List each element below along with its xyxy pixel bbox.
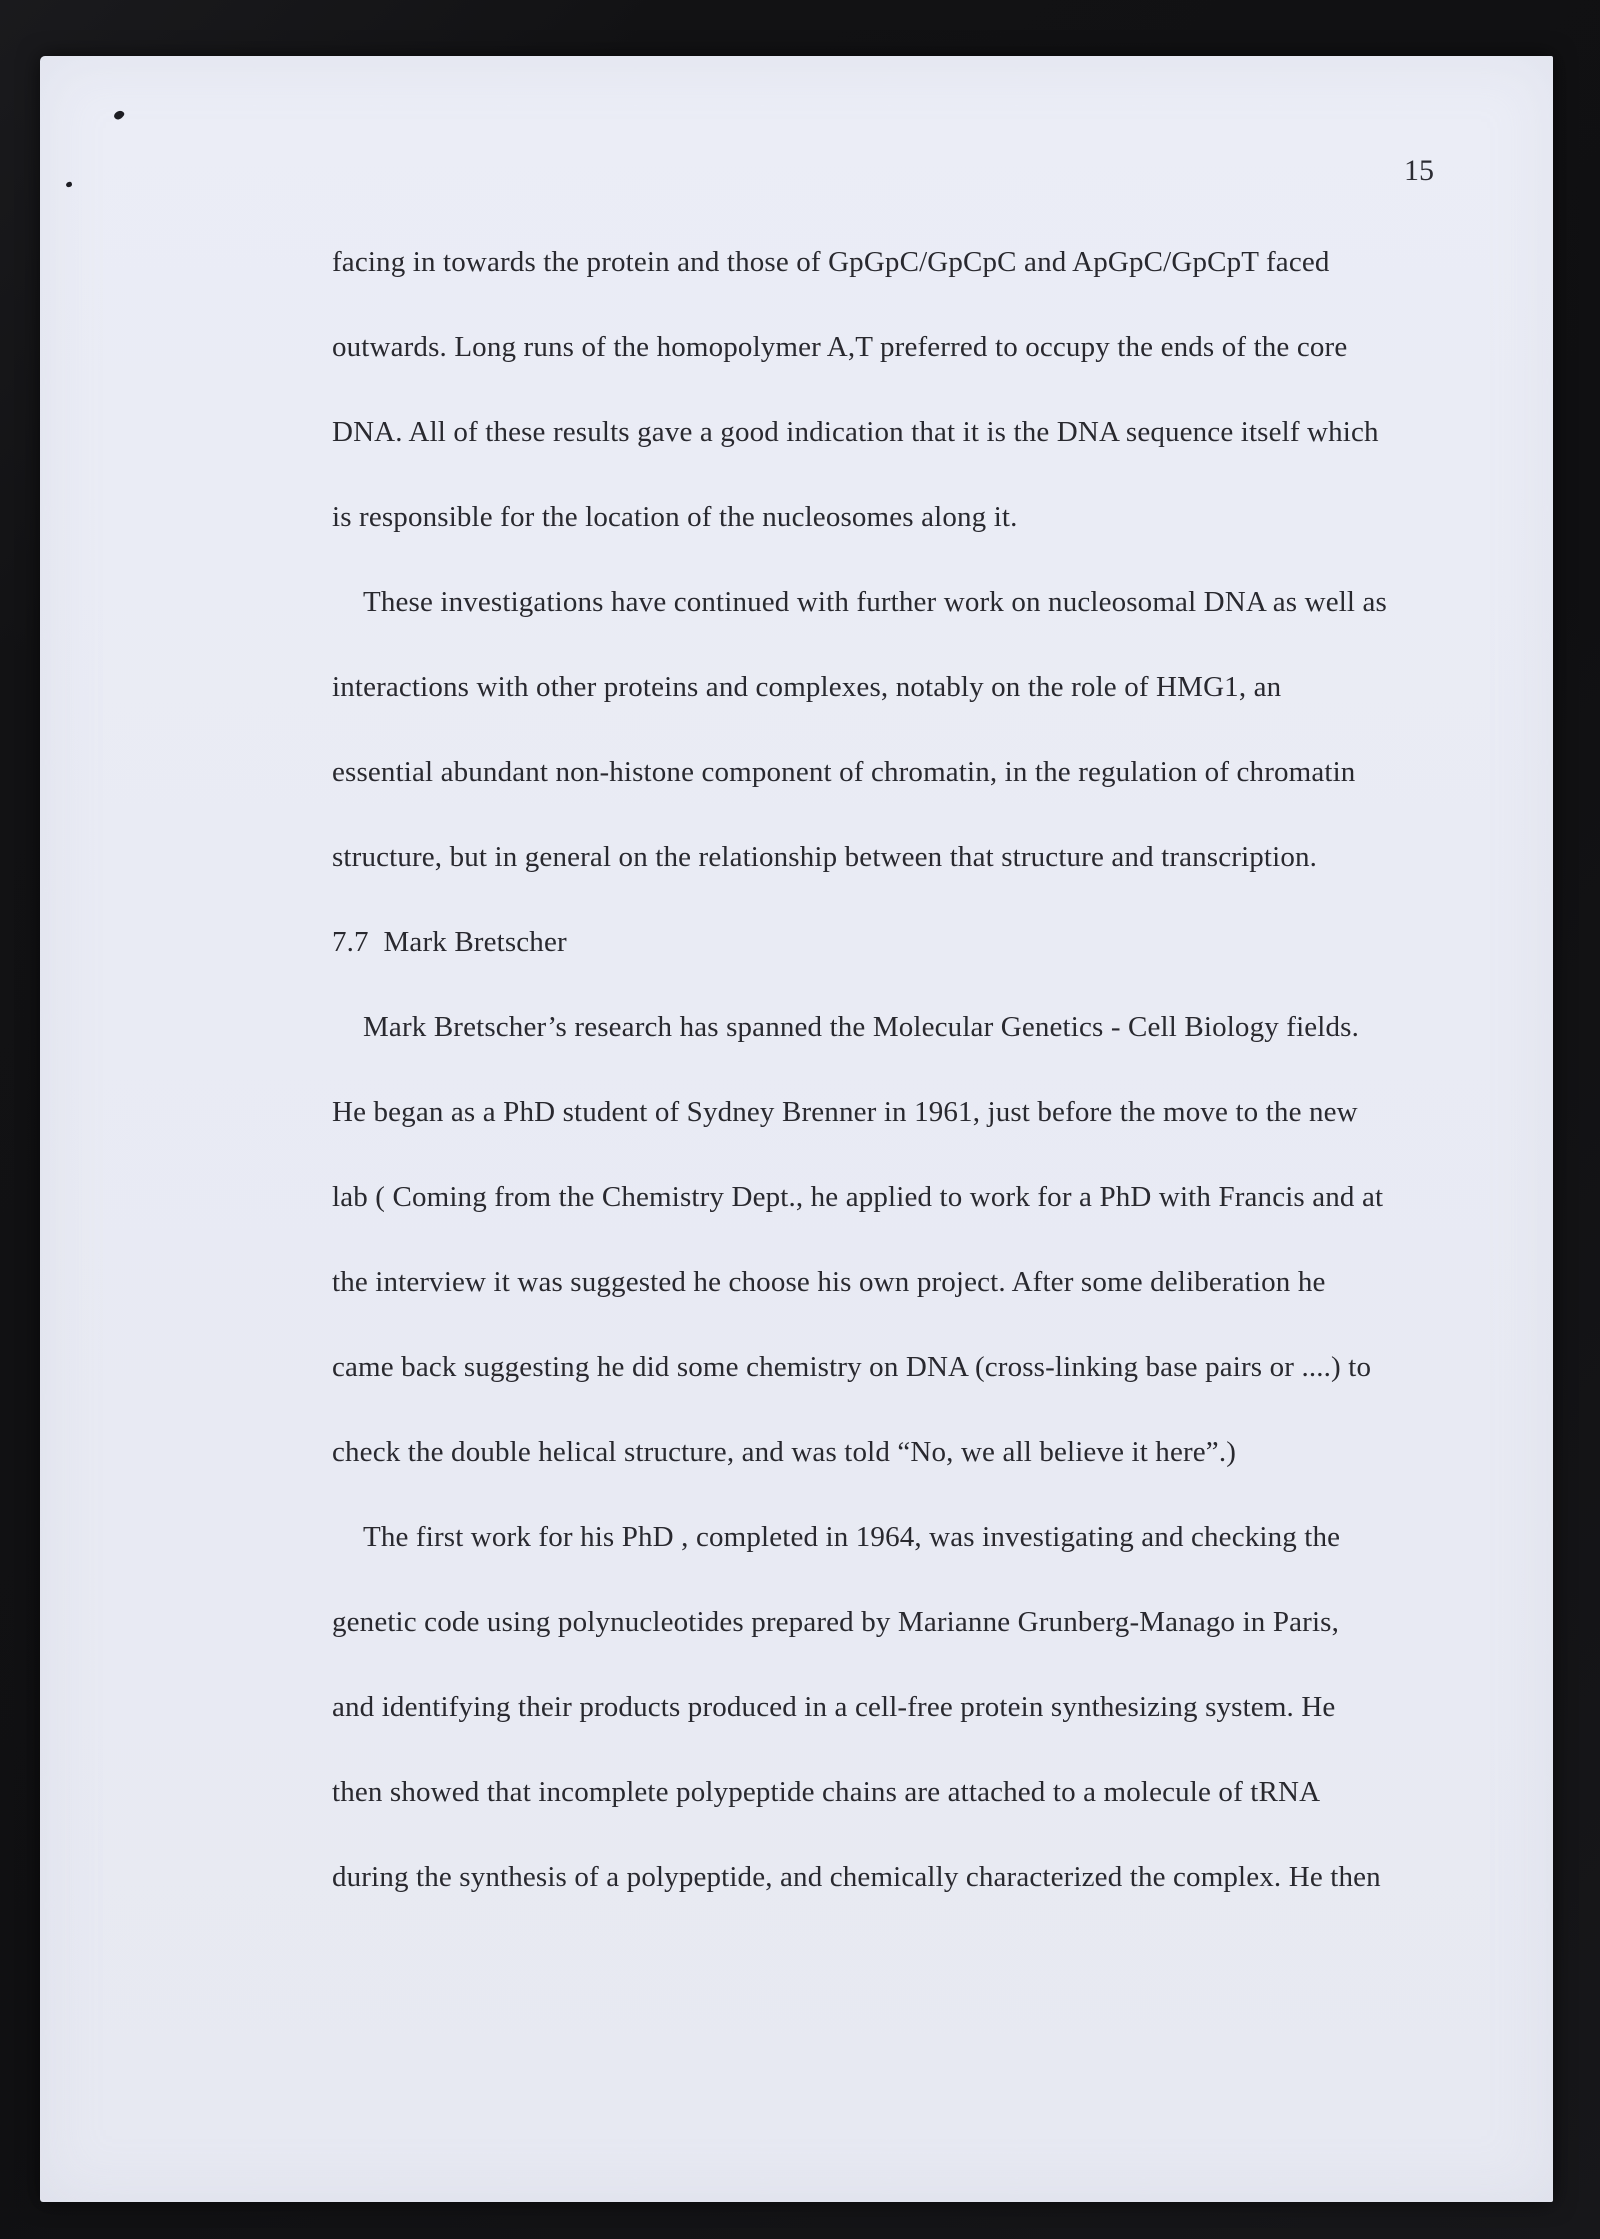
text-line: then showed that incomplete polypeptide chains are attached to a molecule of tRNA (332, 1776, 1321, 1808)
text-line: These investigations have continued with further work on nucleosomal DNA as well as (363, 586, 1387, 618)
text-line: genetic code using polynucleotides prepared by Marianne Grunberg-Manago in Paris, (332, 1606, 1339, 1638)
text-line: the interview it was suggested he choose his own project. After some deliberation he (332, 1266, 1326, 1298)
document-page (40, 56, 1553, 2202)
body-text (332, 220, 1497, 1920)
text-line: He began as a PhD student of Sydney Brenner in 1961, just before the move to the new (332, 1096, 1358, 1128)
text-line: essential abundant non-histone component of chromatin, in the regulation of chromatin (332, 756, 1356, 788)
text-line: The first work for his PhD , completed in 1964, was investigating and checking the (363, 1521, 1341, 1553)
text-line: is responsible for the location of the nucleosomes along it. (332, 501, 1018, 533)
text-line: Mark Bretscher’s research has spanned the Molecular Genetics - Cell Biology fields. (363, 1011, 1359, 1043)
text-line: interactions with other proteins and complexes, notably on the role of HMG1, an (332, 671, 1282, 703)
ink-speck (113, 109, 126, 122)
text-line: DNA. All of these results gave a good indication that it is the DNA sequence itself which (332, 416, 1379, 448)
text-line: outwards. Long runs of the homopolymer A,T preferred to occupy the ends of the core (332, 331, 1348, 363)
text-line: lab ( Coming from the Chemistry Dept., he applied to work for a PhD with Francis and at (332, 1181, 1384, 1213)
text-line: and identifying their products produced in a cell-free protein synthesizing system. He (332, 1691, 1336, 1723)
text-line: during the synthesis of a polypeptide, and chemically characterized the complex. He then (332, 1861, 1381, 1893)
text-line: facing in towards the protein and those of GpGpC/GpCpC and ApGpC/GpCpT faced (332, 246, 1330, 278)
page-number: 15 (1404, 154, 1434, 187)
text-line: structure, but in general on the relationship between that structure and transcription. (332, 841, 1318, 873)
text-line: came back suggesting he did some chemistry on DNA (cross-linking base pairs or ....) to (332, 1351, 1372, 1383)
ink-speck (65, 181, 72, 187)
text-line: check the double helical structure, and was told “No, we all believe it here”.) (332, 1436, 1237, 1468)
section-heading: 7.7 Mark Bretscher (332, 926, 567, 958)
